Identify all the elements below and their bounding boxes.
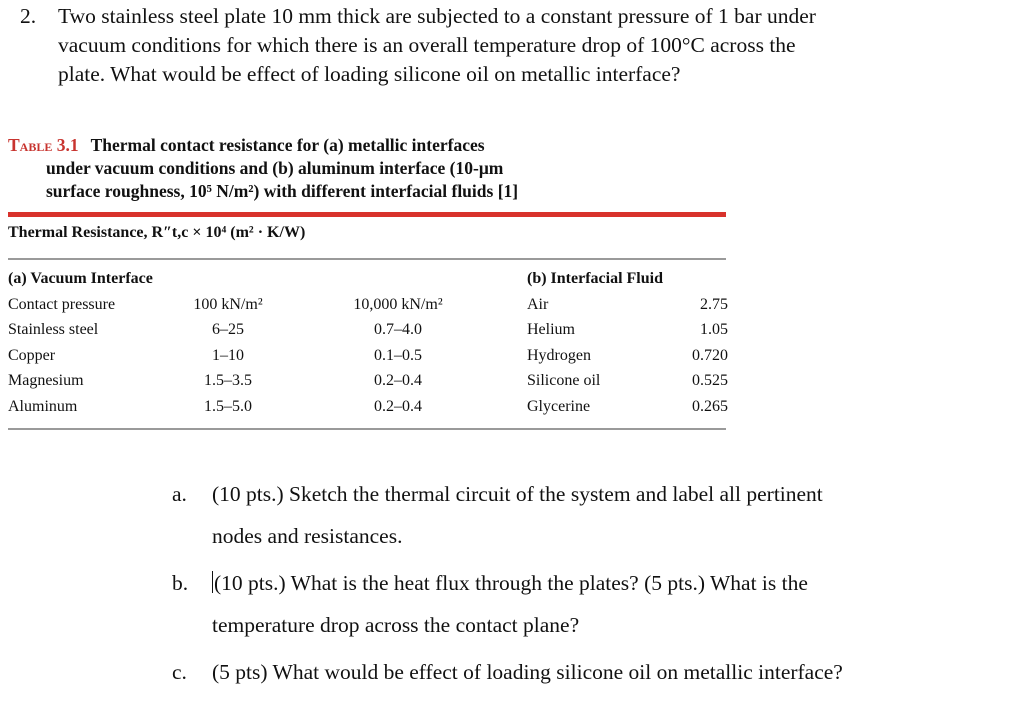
table-cell: Glycerine <box>527 397 591 415</box>
table-body <box>8 266 726 419</box>
table-cell: 100 kN/m² <box>193 295 263 313</box>
table-row <box>8 394 726 420</box>
table-cell: 0.720 <box>692 346 728 364</box>
question-text <box>212 482 992 549</box>
interfacial-fluid-header: (b) Interfacial Fluid <box>527 270 663 287</box>
table-header-row <box>8 266 726 292</box>
table-cell: 0.7–4.0 <box>374 321 422 338</box>
problem-line: vacuum conditions for which there is an overall temperature drop of 100°C across the <box>58 33 796 57</box>
table-cell: Air <box>527 295 549 313</box>
table-cell: 1–10 <box>212 346 244 364</box>
question-label: c. <box>172 660 187 684</box>
table-cell: 10,000 kN/m² <box>353 295 443 313</box>
question-line: (10 pts.) Sketch the thermal circuit of the system and label all pertinent <box>212 482 823 506</box>
question-text <box>212 660 992 685</box>
table-row <box>8 292 726 318</box>
table-cell: 0.525 <box>692 372 728 389</box>
table-cell: 0.2–0.4 <box>374 372 422 389</box>
table-caption-line: Thermal contact resistance for (a) metallic interfaces <box>90 135 485 155</box>
question-line: temperature drop across the contact plane? <box>212 613 580 637</box>
thermal-resistance-label: Thermal Resistance, R″t,c × 10⁴ (m² · K/W) <box>8 224 306 241</box>
question-line: (10 pts.) What is the heat flux through the plates? (5 pts.) What is the <box>214 571 808 595</box>
table-row <box>8 343 726 369</box>
question-text[interactable] <box>212 571 992 638</box>
table-caption-line: surface roughness, 10⁵ N/m²) with different interfacial fluids [1] <box>46 181 519 201</box>
table-row <box>8 368 726 394</box>
table-top-rule <box>8 212 726 217</box>
table-cell: 0.265 <box>692 397 728 415</box>
table-cell: Magnesium <box>8 372 84 389</box>
table-caption-label: Table 3.1 <box>8 135 79 155</box>
problem-number: 2. <box>20 4 37 28</box>
problem-line: Two stainless steel plate 10 mm thick are subjected to a constant pressure of 1 bar under <box>58 4 816 28</box>
table-cell: 1.05 <box>700 321 728 338</box>
table-caption-line: under vacuum conditions and (b) aluminum interface (10-μm <box>46 158 504 178</box>
problem-line: plate. What would be effect of loading silicone oil on metallic interface? <box>58 62 681 86</box>
table-cell: Helium <box>527 321 575 338</box>
table-header-rule <box>8 258 726 260</box>
table-cell: 0.1–0.5 <box>374 346 422 364</box>
table-cell: Copper <box>8 346 56 364</box>
table-row <box>8 317 726 343</box>
table-cell: Aluminum <box>8 397 78 415</box>
table-cell: Hydrogen <box>527 346 591 364</box>
table-cell: Silicone oil <box>527 372 601 389</box>
problem-text <box>58 2 1008 89</box>
table-cell: Contact pressure <box>8 295 116 313</box>
question-label: b. <box>172 571 189 595</box>
table-cell: Stainless steel <box>8 321 99 338</box>
table-cell: 1.5–5.0 <box>204 397 252 415</box>
table-cell: 2.75 <box>700 295 728 313</box>
question-line: nodes and resistances. <box>212 524 403 548</box>
table-cell: 0.2–0.4 <box>374 397 422 415</box>
question-line: (5 pts) What would be effect of loading silicone oil on metallic interface? <box>212 660 843 684</box>
table-cell: 6–25 <box>212 321 244 338</box>
table-cell: 1.5–3.5 <box>204 372 252 389</box>
vacuum-interface-header: (a) Vacuum Interface <box>8 270 153 287</box>
question-label: a. <box>172 482 187 506</box>
text-cursor <box>212 571 213 593</box>
table-bottom-rule <box>8 428 726 430</box>
